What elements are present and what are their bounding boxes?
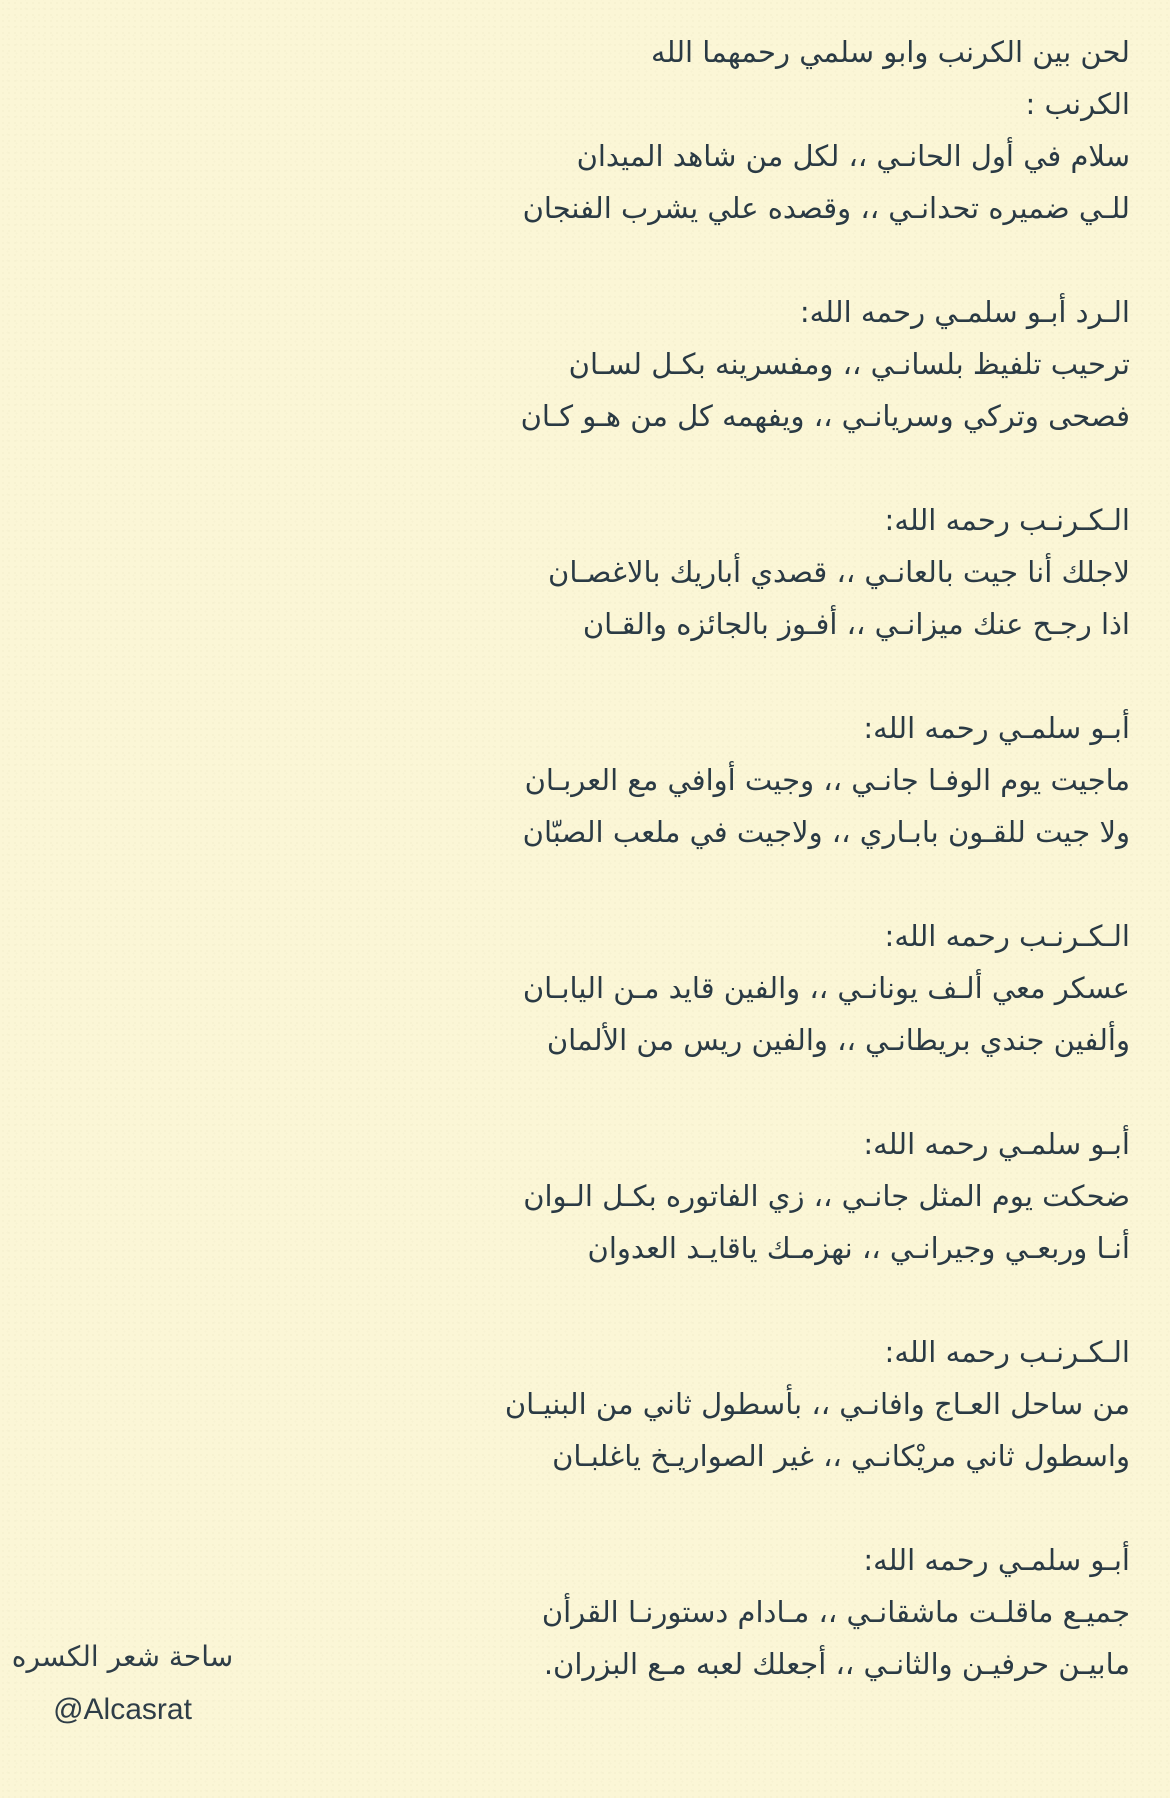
verse-line: لاجلك أنا جيت بالعانـي ،، قصدي أباريك بالاغصـان — [548, 555, 1130, 589]
verse-line: من ساحل العـاج وافانـي ،، بأسطول ثاني من البنيـان — [504, 1387, 1130, 1421]
stanza-speaker: الـكـرنـب رحمه الله: — [884, 919, 1130, 953]
verse-line: سلام في أول الحانـي ،، لكل من شاهد الميدان — [576, 139, 1130, 173]
verse-line: ضحكت يوم المثل جانـي ،، زي الفاتوره بكـل الـوان — [523, 1179, 1130, 1213]
stanza-speaker: الكرنب : — [1025, 87, 1130, 121]
verse-line: اذا رجـح عنك ميزانـي ،، أفـوز بالجائزه والقـان — [582, 607, 1130, 641]
verse-line: جميـع ماقلـت ماشقانـي ،، مـادام دستورنـا القرأن — [541, 1595, 1130, 1629]
footer-handle: @Alcasrat — [53, 1693, 192, 1726]
verse-line: فصحى وتركي وسريانـي ،، ويفهمه كل من هـو كـان — [520, 399, 1130, 433]
verse-line: ولا جيت للقـون بابـاري ،، ولاجيت في ملعب الصبّان — [522, 815, 1130, 849]
verse-line: أنـا وربعـي وجيرانـي ،، نهزمـك ياقايـد العدوان — [587, 1231, 1130, 1265]
verse-line: ماجيت يوم الوفـا جانـي ،، وجيت أوافي مع العربـان — [524, 763, 1130, 797]
footer-source-name: ساحة شعر الكسره — [11, 1640, 234, 1673]
verse-line: عسكر معي ألـف يونانـي ،، والفين قايد مـن اليابـان — [522, 971, 1130, 1005]
stanza-speaker: أبـو سلمـي رحمه الله: — [863, 1127, 1130, 1161]
verse-line: وألفين جندي بريطانـي ،، والفين ريس من الألمان — [546, 1023, 1130, 1057]
verse-line: مابيـن حرفيـن والثانـي ،، أجعلك لعبه مـع البزران. — [543, 1647, 1130, 1681]
verse-line: واسطول ثاني مريْكانـي ،، غير الصواريـخ ياغلبـان — [552, 1439, 1130, 1473]
verse-line: للـي ضميره تحدانـي ،، وقصده علي يشرب الفنجان — [522, 191, 1130, 225]
stanza-speaker: أبـو سلمـي رحمه الله: — [863, 711, 1130, 745]
poem-title: لحن بين الكرنب وابو سلمي رحمهما الله — [651, 35, 1130, 69]
stanza-speaker: الـرد أبـو سلمـي رحمه الله: — [799, 295, 1130, 329]
stanza-speaker: أبـو سلمـي رحمه الله: — [863, 1543, 1130, 1577]
verse-line: ترحيب تلفيظ بلسانـي ،، ومفسرينه بكـل لسـان — [568, 347, 1130, 381]
stanza-speaker: الـكـرنـب رحمه الله: — [884, 1335, 1130, 1369]
stanza-speaker: الـكـرنـب رحمه الله: — [884, 503, 1130, 537]
poem — [490, 26, 1130, 1690]
